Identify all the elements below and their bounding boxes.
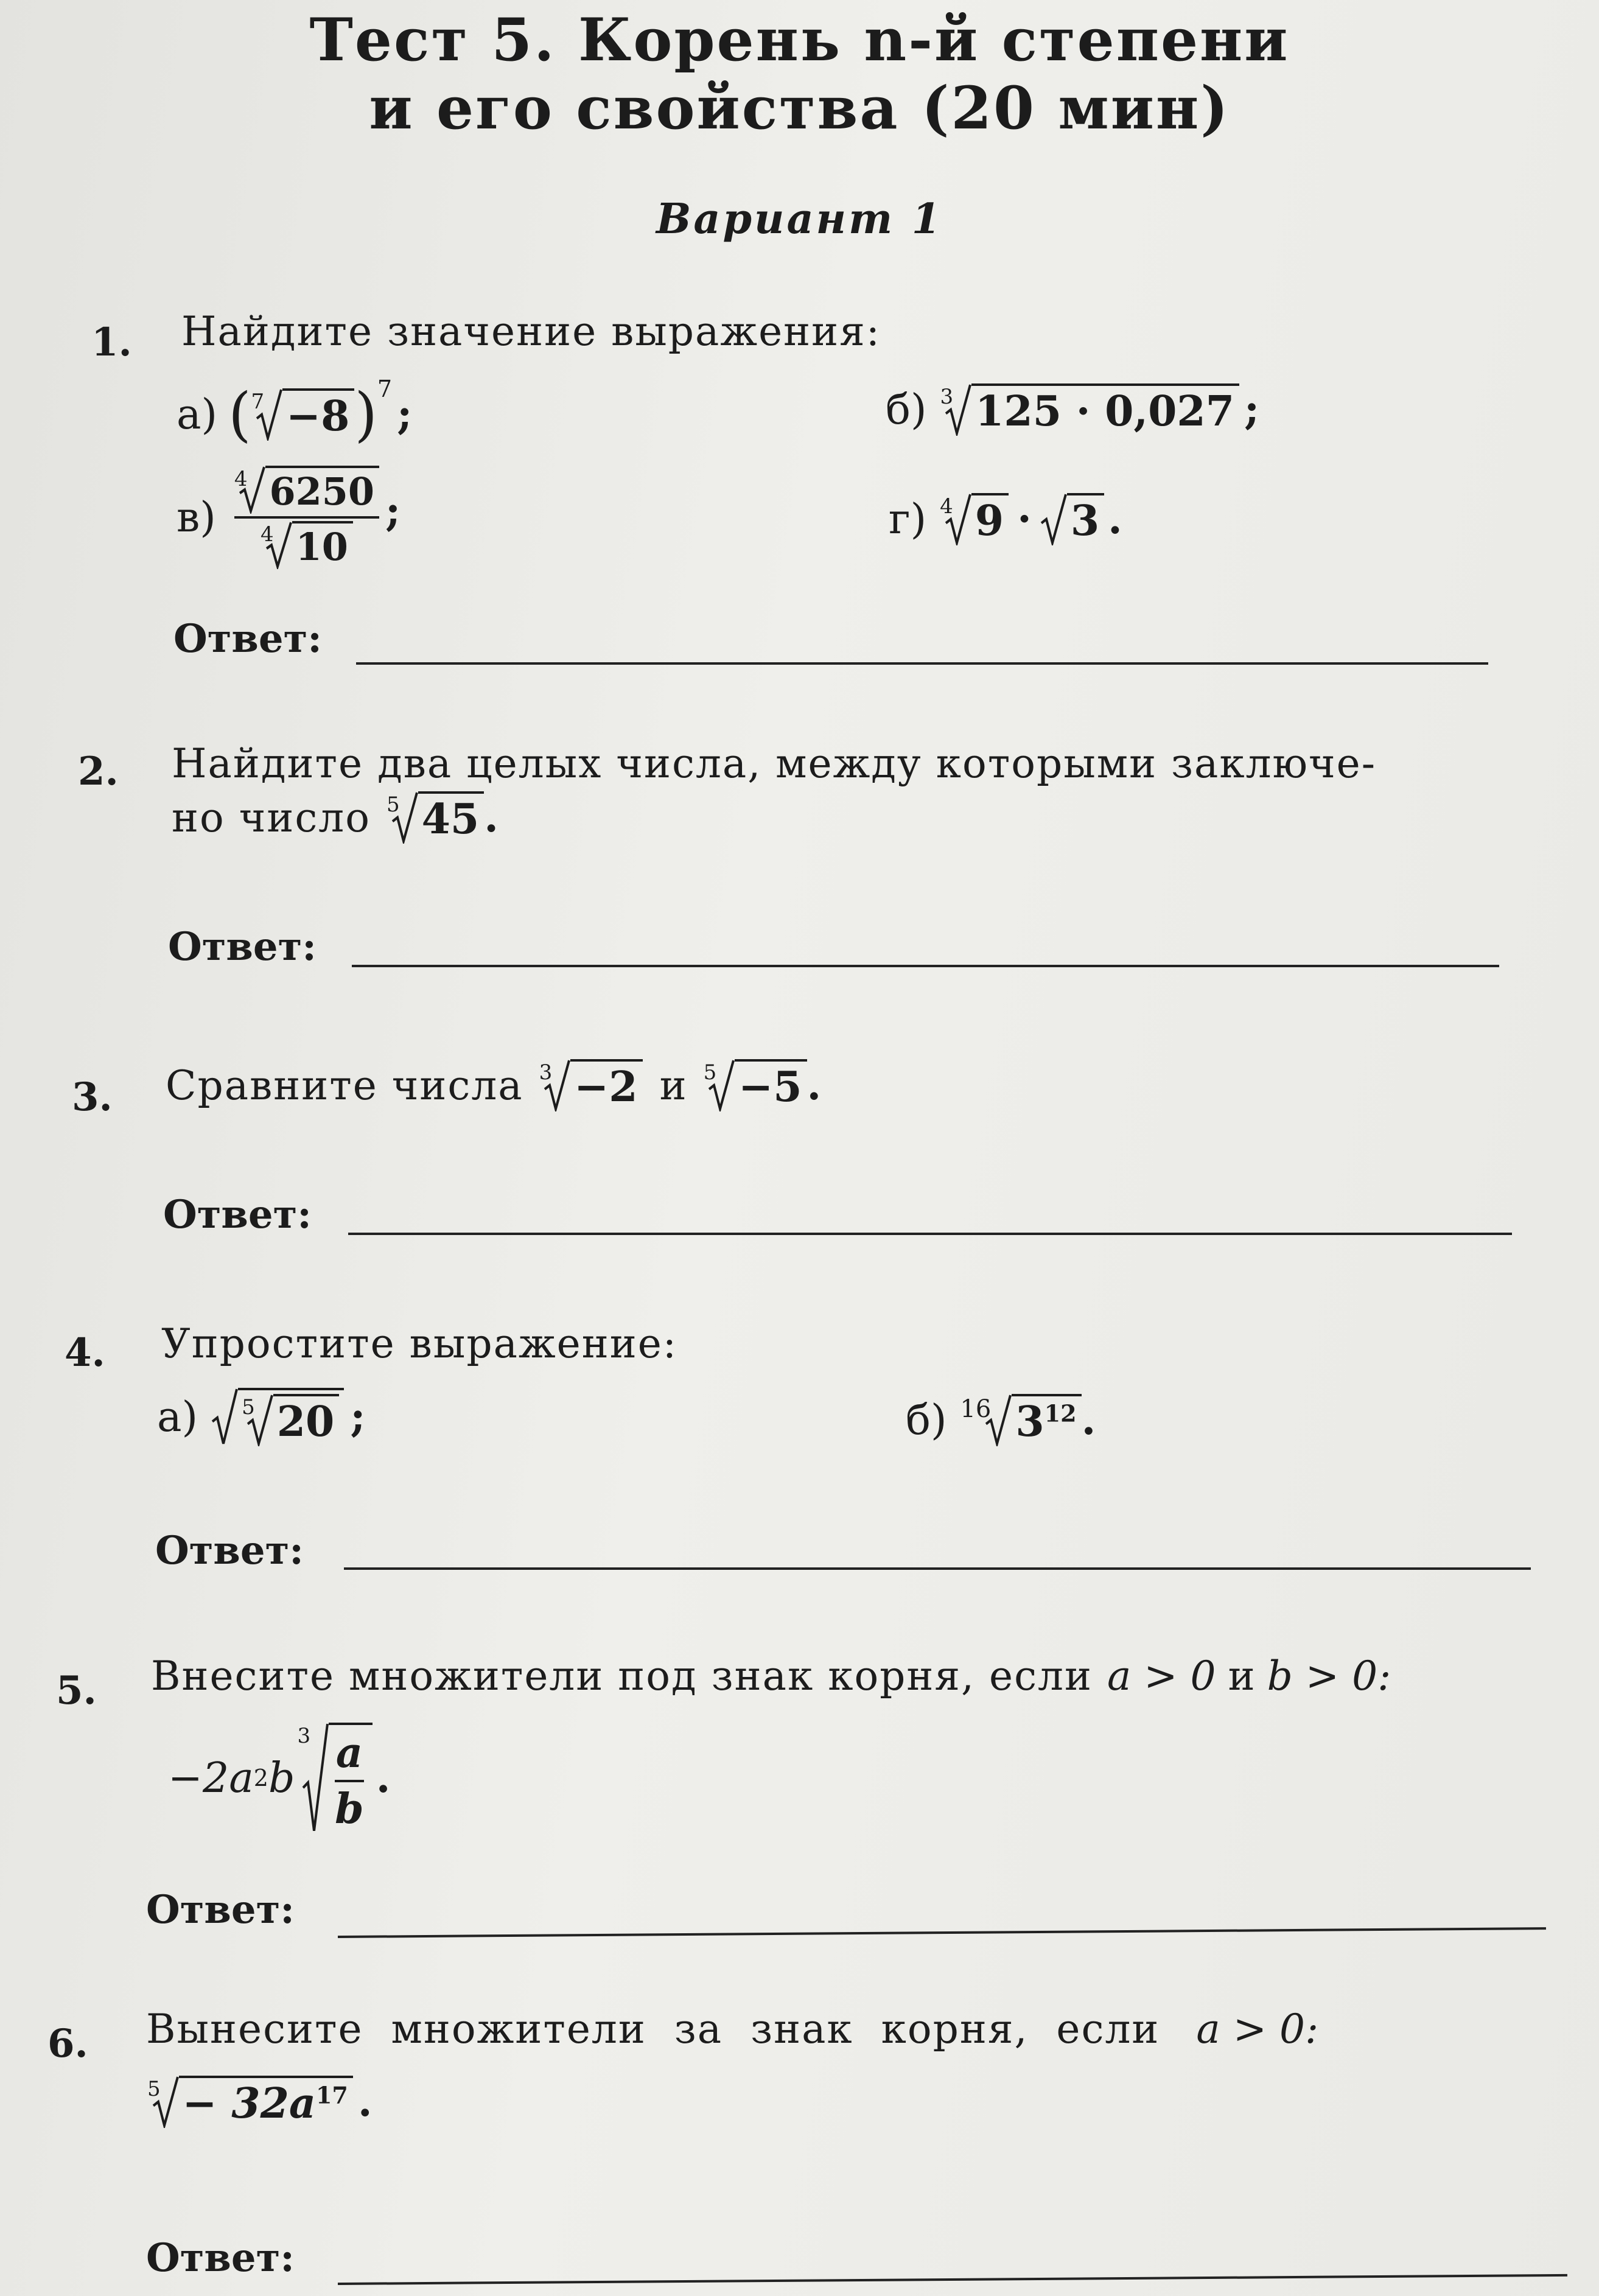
question-1a: а) ( 7 −8 ) 7 ; — [177, 376, 413, 449]
question-5-text: Внесите множители под знак корня, если a > 0 и b > 0: — [151, 1653, 1391, 1699]
question-6-expression: 5 − $32a^{17}$ . — [147, 2077, 373, 2128]
root-fraction: 4 6250 4 10 — [234, 466, 379, 569]
question-1v: в) 4 6250 4 10 ; — [177, 467, 401, 569]
answer-label-1: Ответ: — [173, 616, 322, 662]
question-5-number: 5. — [56, 1668, 97, 1713]
question-2-line2: но число 5 45 . — [172, 793, 499, 844]
question-2-text-line1: Найдите два целых числа, между которыми заключе- — [172, 740, 1377, 787]
answer-line-3[interactable] — [348, 1233, 1512, 1235]
question-4b: б) 16 $3^{12}$ . — [906, 1395, 1096, 1446]
question-1b: б) 3 125 · 0,027 ; — [886, 385, 1260, 436]
answer-label-5: Ответ: — [146, 1887, 295, 1933]
cube-root-product: 3 125 · 0,027 — [940, 383, 1239, 436]
question-4-text: Упростите выражение: — [161, 1320, 678, 1367]
question-6-number: 6. — [47, 2021, 88, 2067]
answer-label-4: Ответ: — [155, 1528, 304, 1573]
answer-line-1[interactable] — [356, 662, 1488, 665]
variant-heading: Вариант 1 — [656, 195, 943, 243]
question-3-text: Сравните числа 3 −2 и 5 −5 . — [166, 1060, 822, 1111]
question-1-number: 1. — [91, 320, 132, 365]
question-5-expression: −2a 2 b 3 $\frac{a}{b}$ . — [168, 1724, 391, 1833]
question-4a: а) 5 20 ; — [157, 1388, 365, 1446]
radical-sign-icon — [211, 1388, 238, 1446]
page-title: Тест 5. Корень n-й степени и его свойства (20 мин) — [309, 5, 1290, 142]
radical-sign-icon — [1040, 493, 1067, 545]
question-3-number: 3. — [72, 1074, 113, 1120]
question-1-text: Найдите значение выражения: — [181, 308, 881, 355]
answer-line-6[interactable] — [338, 2274, 1567, 2285]
answer-line-4[interactable] — [344, 1567, 1531, 1570]
question-2-number: 2. — [78, 749, 119, 794]
answer-line-2[interactable] — [352, 965, 1499, 967]
answer-line-5[interactable] — [338, 1927, 1546, 1938]
root-7-of-minus-8: 7 −8 — [251, 388, 355, 441]
question-1g: г) 4 9 · 3 . — [889, 494, 1122, 545]
answer-label-2: Ответ: — [168, 924, 317, 970]
answer-label-3: Ответ: — [163, 1192, 312, 1237]
answer-label-6: Ответ: — [146, 2235, 295, 2281]
question-4-number: 4. — [65, 1330, 105, 1376]
question-6-text: Вынесите множители за знак корня, если a > 0: — [146, 2006, 1319, 2053]
